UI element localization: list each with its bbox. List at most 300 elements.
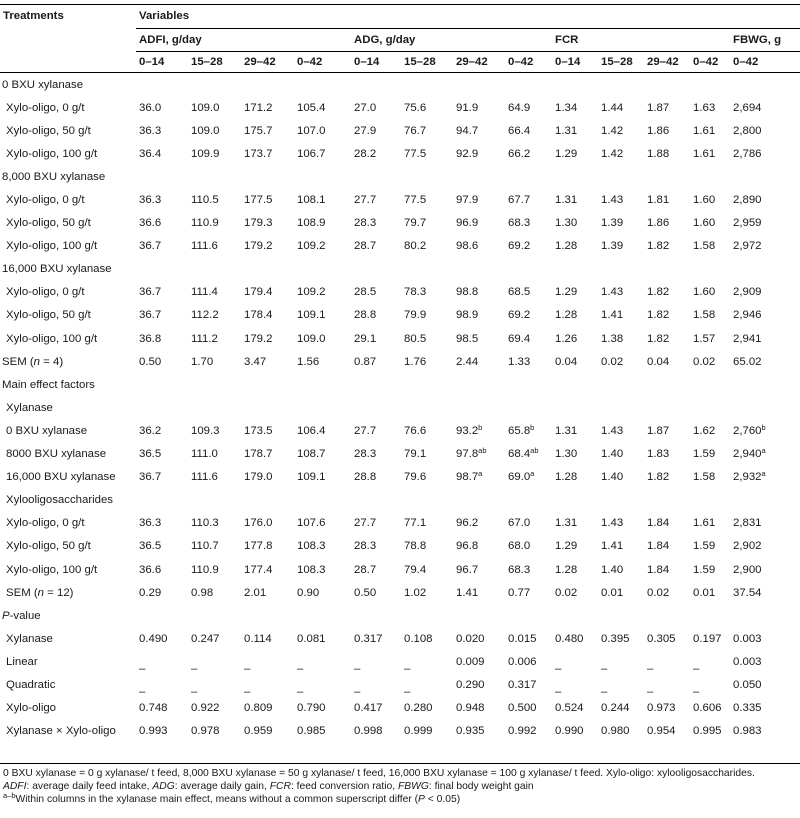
table-cell: 93.2$^b$ — [456, 422, 483, 437]
table-cell — [552, 489, 598, 512]
table-cell — [401, 258, 453, 281]
table-row — [0, 96, 800, 119]
table-cell: 0.081 — [297, 632, 326, 645]
row-label: Xylo-oligo, 50 g/t — [6, 217, 91, 230]
table-cell: 1.58 — [693, 309, 716, 322]
table-row — [0, 673, 800, 696]
table-cell — [453, 165, 505, 188]
table-cell: – — [601, 662, 608, 675]
table-cell: 1.59 — [693, 563, 716, 576]
row-label: Xylo-oligo, 50 g/t — [6, 540, 91, 553]
table-cell: 76.7 — [404, 124, 427, 137]
table-cell: 0.108 — [404, 632, 433, 645]
table-cell: 109.2 — [297, 240, 326, 253]
table-cell: 2,972 — [733, 240, 762, 253]
period-header: 0–42 — [730, 52, 800, 73]
table-cell: 0.317 — [508, 678, 537, 691]
table-cell — [401, 396, 453, 419]
table-cell: 98.7$^a$ — [456, 469, 483, 484]
table-cell: 2,831 — [733, 517, 762, 530]
table-cell: 78.8 — [404, 540, 427, 553]
table-cell: 177.5 — [244, 194, 273, 207]
table-cell: 27.0 — [354, 101, 377, 114]
table-cell: 28.8 — [354, 309, 377, 322]
table-row — [0, 73, 800, 97]
table-cell: 0.395 — [601, 632, 630, 645]
table-row — [0, 419, 800, 442]
table-cell — [401, 604, 453, 627]
table-cell — [294, 258, 351, 281]
table-cell — [598, 165, 644, 188]
table-cell: 28.2 — [354, 147, 377, 160]
table-cell: 0.04 — [555, 355, 578, 368]
table-cell: 0.020 — [456, 632, 485, 645]
table-cell: 36.3 — [139, 517, 162, 530]
row-label: Xylanase — [6, 401, 53, 414]
footnote-abbreviations: ADFI: average daily feed intake, ADG: average daily gain, FCR: feed conversion ratio, FBWG: final body weight gain — [3, 781, 534, 792]
table-cell — [644, 604, 690, 627]
table-cell — [241, 489, 294, 512]
table-cell — [730, 604, 800, 627]
table-row — [0, 165, 800, 188]
table-cell: 2.01 — [244, 586, 267, 599]
table-cell: 0.305 — [647, 632, 676, 645]
table-cell — [351, 165, 401, 188]
table-cell: 68.5 — [508, 286, 531, 299]
table-cell: 77.5 — [404, 147, 427, 160]
table-cell: 108.1 — [297, 194, 326, 207]
table-cell: 178.4 — [244, 309, 273, 322]
table-cell — [188, 165, 241, 188]
table-cell: 108.3 — [297, 540, 326, 553]
table-cell — [351, 373, 401, 396]
table-cell: 1.44 — [601, 101, 624, 114]
table-cell: 109.1 — [297, 309, 326, 322]
table-cell: 1.58 — [693, 240, 716, 253]
table-row — [0, 581, 800, 604]
table-cell: 0.009 — [456, 655, 485, 668]
table-cell: 1.33 — [508, 355, 531, 368]
row-label: 0 BXU xylanase — [6, 424, 88, 437]
table-cell: 1.34 — [555, 101, 578, 114]
table-cell: 65.8$^b$ — [508, 422, 535, 437]
table-cell: 110.9 — [191, 563, 219, 576]
table-cell: 2,932$^a$ — [733, 469, 766, 484]
table-cell: 0.003 — [733, 655, 762, 668]
table-cell: – — [191, 685, 198, 698]
table-cell: 79.1 — [404, 448, 427, 461]
table-cell: 68.4$^{ab}$ — [508, 446, 539, 461]
table-cell — [351, 258, 401, 281]
table-cell — [136, 258, 188, 281]
table-cell: 75.6 — [404, 101, 427, 114]
table-cell: 68.3 — [508, 217, 531, 230]
table-cell — [294, 165, 351, 188]
table-cell: 111.6 — [191, 471, 218, 484]
row-label: Xylanase — [6, 632, 53, 645]
table-cell: 1.41 — [456, 586, 479, 599]
table-cell: 2,786 — [733, 147, 762, 160]
table-cell: 96.7 — [456, 563, 479, 576]
table-cell: 2,902 — [733, 540, 762, 553]
table-cell: 0.973 — [647, 702, 676, 715]
table-cell: 1.63 — [693, 101, 716, 114]
table-cell: 2,760$^b$ — [733, 422, 766, 437]
table-cell: 1.87 — [647, 101, 670, 114]
table-cell: 110.9 — [191, 217, 219, 230]
table-cell: 111.4 — [191, 286, 218, 299]
fbwg-group-header: FBWG, g — [730, 29, 800, 52]
table-cell: 77.5 — [404, 194, 427, 207]
table-cell: 36.0 — [139, 101, 162, 114]
table-cell: 0.29 — [139, 586, 162, 599]
table-row — [0, 188, 800, 211]
period-header: 29–42 — [241, 52, 294, 73]
table-row — [0, 373, 800, 396]
table-cell: 0.77 — [508, 586, 531, 599]
period-header: 15–28 — [598, 52, 644, 73]
table-row — [0, 350, 800, 373]
table-cell — [241, 373, 294, 396]
table-cell: 1.42 — [601, 147, 624, 160]
table-cell — [730, 258, 800, 281]
table-row — [0, 396, 800, 419]
table-cell: 66.2 — [508, 147, 531, 160]
table-cell — [241, 604, 294, 627]
table-cell — [505, 373, 552, 396]
table-cell — [136, 165, 188, 188]
row-label: 8000 BXU xylanase — [6, 448, 107, 461]
table-cell: 36.3 — [139, 124, 162, 137]
table-cell — [136, 373, 188, 396]
table-cell: 1.43 — [601, 517, 624, 530]
table-cell: 0.015 — [508, 632, 537, 645]
table-cell — [598, 396, 644, 419]
table-cell: 1.81 — [647, 194, 670, 207]
table-cell — [294, 604, 351, 627]
row-label: Main effect factors — [2, 378, 95, 391]
table-cell — [598, 373, 644, 396]
table-cell: 98.5 — [456, 332, 479, 345]
table-cell: 1.41 — [601, 540, 624, 553]
table-cell: 1.26 — [555, 332, 578, 345]
period-header: 15–28 — [188, 52, 241, 73]
table-cell — [552, 373, 598, 396]
table-cell: 1.59 — [693, 448, 716, 461]
table-cell: 96.8 — [456, 540, 479, 553]
table-cell: 36.2 — [139, 424, 162, 437]
table-cell: 1.43 — [601, 286, 624, 299]
table-cell: 28.7 — [354, 563, 377, 576]
table-cell — [690, 396, 730, 419]
table-cell: 69.4 — [508, 332, 531, 345]
table-cell: 1.31 — [555, 124, 578, 137]
table-cell: 1.60 — [693, 217, 716, 230]
table-cell: 27.7 — [354, 194, 377, 207]
table-cell: 67.0 — [508, 517, 531, 530]
table-cell — [730, 165, 800, 188]
table-row — [0, 258, 800, 281]
table-cell: 97.8$^{ab}$ — [456, 446, 487, 461]
table-cell: 171.2 — [244, 101, 273, 114]
table-cell — [690, 604, 730, 627]
table-cell: 2,694 — [733, 101, 762, 114]
table-cell: 175.7 — [244, 124, 273, 137]
table-cell: 79.7 — [404, 217, 427, 230]
table-cell — [241, 73, 294, 97]
table-cell: 27.7 — [354, 424, 377, 437]
table-cell: 36.3 — [139, 194, 162, 207]
table-cell: 1.84 — [647, 540, 670, 553]
table-cell: 1.82 — [647, 332, 670, 345]
table-cell: 0.02 — [601, 355, 624, 368]
table-row — [0, 304, 800, 327]
table-cell: 0.922 — [191, 702, 220, 715]
table-cell — [241, 165, 294, 188]
table-cell: 36.5 — [139, 448, 162, 461]
table-cell: 0.50 — [139, 355, 162, 368]
table-cell: 173.7 — [244, 147, 273, 160]
table-cell: 109.0 — [191, 101, 220, 114]
row-label: Xylo-oligo — [6, 702, 57, 715]
table-cell: 108.7 — [297, 448, 326, 461]
table-cell: 0.809 — [244, 702, 273, 715]
table-cell: 1.57 — [693, 332, 716, 345]
table-cell: 0.197 — [693, 632, 722, 645]
table-cell: 1.58 — [693, 471, 716, 484]
table-cell: 109.9 — [191, 147, 220, 160]
row-label: 0 BXU xylanase — [2, 78, 84, 91]
table-cell: 1.60 — [693, 194, 716, 207]
table-cell: 0.985 — [297, 725, 326, 738]
table-cell: 1.02 — [404, 586, 427, 599]
table-body — [0, 73, 800, 743]
row-label: Xylooligosaccharides — [6, 494, 114, 507]
table-cell: 1.84 — [647, 517, 670, 530]
table-cell — [188, 258, 241, 281]
table-cell: 1.61 — [693, 517, 716, 530]
table-cell: 109.3 — [191, 424, 220, 437]
table-row — [0, 558, 800, 581]
table-cell: 28.8 — [354, 471, 377, 484]
table-cell: – — [354, 685, 361, 698]
table-cell — [241, 258, 294, 281]
table-cell: 27.7 — [354, 517, 377, 530]
table-cell — [690, 373, 730, 396]
table-cell — [730, 396, 800, 419]
table-row — [0, 281, 800, 304]
table-cell: 1.61 — [693, 124, 716, 137]
table-cell: 68.3 — [508, 563, 531, 576]
table-cell — [690, 489, 730, 512]
table-cell: 107.6 — [297, 517, 326, 530]
table-cell: 0.417 — [354, 702, 383, 715]
table-cell: 0.998 — [354, 725, 383, 738]
table-cell: 1.31 — [555, 517, 578, 530]
table-cell: 179.2 — [244, 332, 273, 345]
table-cell — [136, 489, 188, 512]
table-cell — [401, 489, 453, 512]
table-cell: 0.02 — [555, 586, 578, 599]
table-cell: 64.9 — [508, 101, 531, 114]
table-cell: – — [139, 662, 146, 675]
table-cell — [136, 396, 188, 419]
table-cell: 110.3 — [191, 517, 219, 530]
table-cell: 1.28 — [555, 240, 578, 253]
table-cell: 177.4 — [244, 563, 273, 576]
table-cell: 28.3 — [354, 540, 377, 553]
table-row — [0, 720, 800, 743]
table-cell: 1.43 — [601, 194, 624, 207]
table-cell: 79.9 — [404, 309, 427, 322]
row-label: Xylo-oligo, 0 g/t — [6, 194, 85, 207]
table-cell: 176.0 — [244, 517, 273, 530]
table-cell: 2,909 — [733, 286, 762, 299]
table-cell: 0.006 — [508, 655, 537, 668]
table-cell: 1.82 — [647, 240, 670, 253]
table-cell: 1.38 — [601, 332, 624, 345]
table-cell — [598, 258, 644, 281]
row-label: Xylo-oligo, 0 g/t — [6, 101, 85, 114]
table-cell — [552, 604, 598, 627]
table-cell: 0.500 — [508, 702, 537, 715]
table-cell: 69.0$^a$ — [508, 469, 535, 484]
table-cell: 0.87 — [354, 355, 377, 368]
table-cell: 0.114 — [244, 632, 272, 645]
table-cell: 98.6 — [456, 240, 479, 253]
period-header: 0–14 — [136, 52, 188, 73]
table-cell: 112.2 — [191, 309, 219, 322]
table-cell: 29.1 — [354, 332, 377, 345]
table-cell: 1.87 — [647, 424, 670, 437]
table-cell: 36.5 — [139, 540, 162, 553]
row-label: Xylo-oligo, 100 g/t — [6, 147, 98, 160]
table-cell: 0.990 — [555, 725, 584, 738]
table-cell — [644, 373, 690, 396]
row-label: Xylo-oligo, 50 g/t — [6, 124, 91, 137]
table-cell: 0.050 — [733, 678, 762, 691]
table-cell: 177.8 — [244, 540, 273, 553]
period-header: 29–42 — [644, 52, 690, 73]
table-cell: 36.7 — [139, 286, 162, 299]
table-cell: 36.7 — [139, 240, 162, 253]
table-cell — [188, 73, 241, 97]
variables-header: Variables — [136, 4, 800, 29]
table-cell: 0.948 — [456, 702, 485, 715]
table-cell — [453, 396, 505, 419]
table-cell — [505, 73, 552, 97]
table-cell: 1.59 — [693, 540, 716, 553]
table-cell: 0.992 — [508, 725, 537, 738]
table-cell: 1.82 — [647, 471, 670, 484]
table-cell: – — [244, 662, 251, 675]
table-cell: 0.980 — [601, 725, 630, 738]
table-cell: 1.39 — [601, 240, 624, 253]
row-label: Xylo-oligo, 0 g/t — [6, 517, 85, 530]
table-cell: 0.995 — [693, 725, 722, 738]
table-cell — [644, 489, 690, 512]
period-header: 29–42 — [453, 52, 505, 73]
table-cell: 1.40 — [601, 448, 624, 461]
table-cell: 0.748 — [139, 702, 168, 715]
table-cell: – — [354, 662, 361, 675]
table-cell: 68.0 — [508, 540, 531, 553]
table-cell: 0.317 — [354, 632, 383, 645]
table-cell: 179.0 — [244, 471, 273, 484]
table-cell: 1.31 — [555, 194, 578, 207]
table-cell — [552, 396, 598, 419]
table-cell: 0.244 — [601, 702, 630, 715]
table-cell: 36.7 — [139, 309, 162, 322]
footnote-definitions: 0 BXU xylanase = 0 g xylanase/ t feed, 8,000 BXU xylanase = 50 g xylanase/ t feed, 16,000 BXU xylanase = 100 g xylanase/ t feed. Xylo-oligo: xylooligosaccharides. — [3, 768, 755, 779]
table-cell: – — [647, 685, 654, 698]
row-label: Xylo-oligo, 100 g/t — [6, 240, 98, 253]
table-cell: – — [191, 662, 198, 675]
bottom-rule — [0, 763, 800, 764]
table-cell: 105.4 — [297, 101, 326, 114]
table-cell: 2,890 — [733, 194, 762, 207]
table-cell: 1.60 — [693, 286, 716, 299]
table-row — [0, 327, 800, 350]
row-label: 16,000 BXU xylanase — [2, 263, 112, 276]
table-cell: 28.7 — [354, 240, 377, 253]
table-cell: 36.6 — [139, 563, 162, 576]
table-cell — [644, 73, 690, 97]
row-label: P-value — [2, 609, 41, 622]
table-cell: 0.247 — [191, 632, 220, 645]
table-cell — [552, 258, 598, 281]
table-cell: 2,959 — [733, 217, 762, 230]
table-cell: 110.7 — [191, 540, 219, 553]
table-cell: 37.54 — [733, 586, 762, 599]
table-cell: 111.6 — [191, 240, 218, 253]
period-header: 0–42 — [505, 52, 552, 73]
table-cell: 1.84 — [647, 563, 670, 576]
table-cell: 0.959 — [244, 725, 273, 738]
table-cell: 1.30 — [555, 217, 578, 230]
table-cell — [351, 489, 401, 512]
table-cell: 0.978 — [191, 725, 220, 738]
table-cell: – — [297, 685, 304, 698]
table-cell: 0.01 — [693, 586, 716, 599]
table-cell — [505, 489, 552, 512]
table-cell: 91.9 — [456, 101, 479, 114]
table-cell: 179.2 — [244, 240, 273, 253]
table-cell: 109.1 — [297, 471, 326, 484]
table-cell — [505, 165, 552, 188]
table-cell — [136, 73, 188, 97]
table-cell: 0.999 — [404, 725, 433, 738]
table-cell — [644, 258, 690, 281]
table-row — [0, 489, 800, 512]
table-cell: – — [693, 685, 700, 698]
table-cell: – — [555, 685, 562, 698]
table-cell: 1.40 — [601, 563, 624, 576]
table-cell: 108.9 — [297, 217, 326, 230]
table-cell: 96.9 — [456, 217, 479, 230]
table-cell: 0.02 — [647, 586, 670, 599]
table-cell — [730, 489, 800, 512]
table-cell: 1.82 — [647, 309, 670, 322]
row-label: Quadratic — [6, 678, 56, 691]
table-cell: 36.4 — [139, 147, 162, 160]
table-cell: 0.50 — [354, 586, 377, 599]
table-row — [0, 512, 800, 535]
table-cell — [188, 373, 241, 396]
table-cell: 1.61 — [693, 147, 716, 160]
table-cell: – — [693, 662, 700, 675]
table-cell: – — [647, 662, 654, 675]
